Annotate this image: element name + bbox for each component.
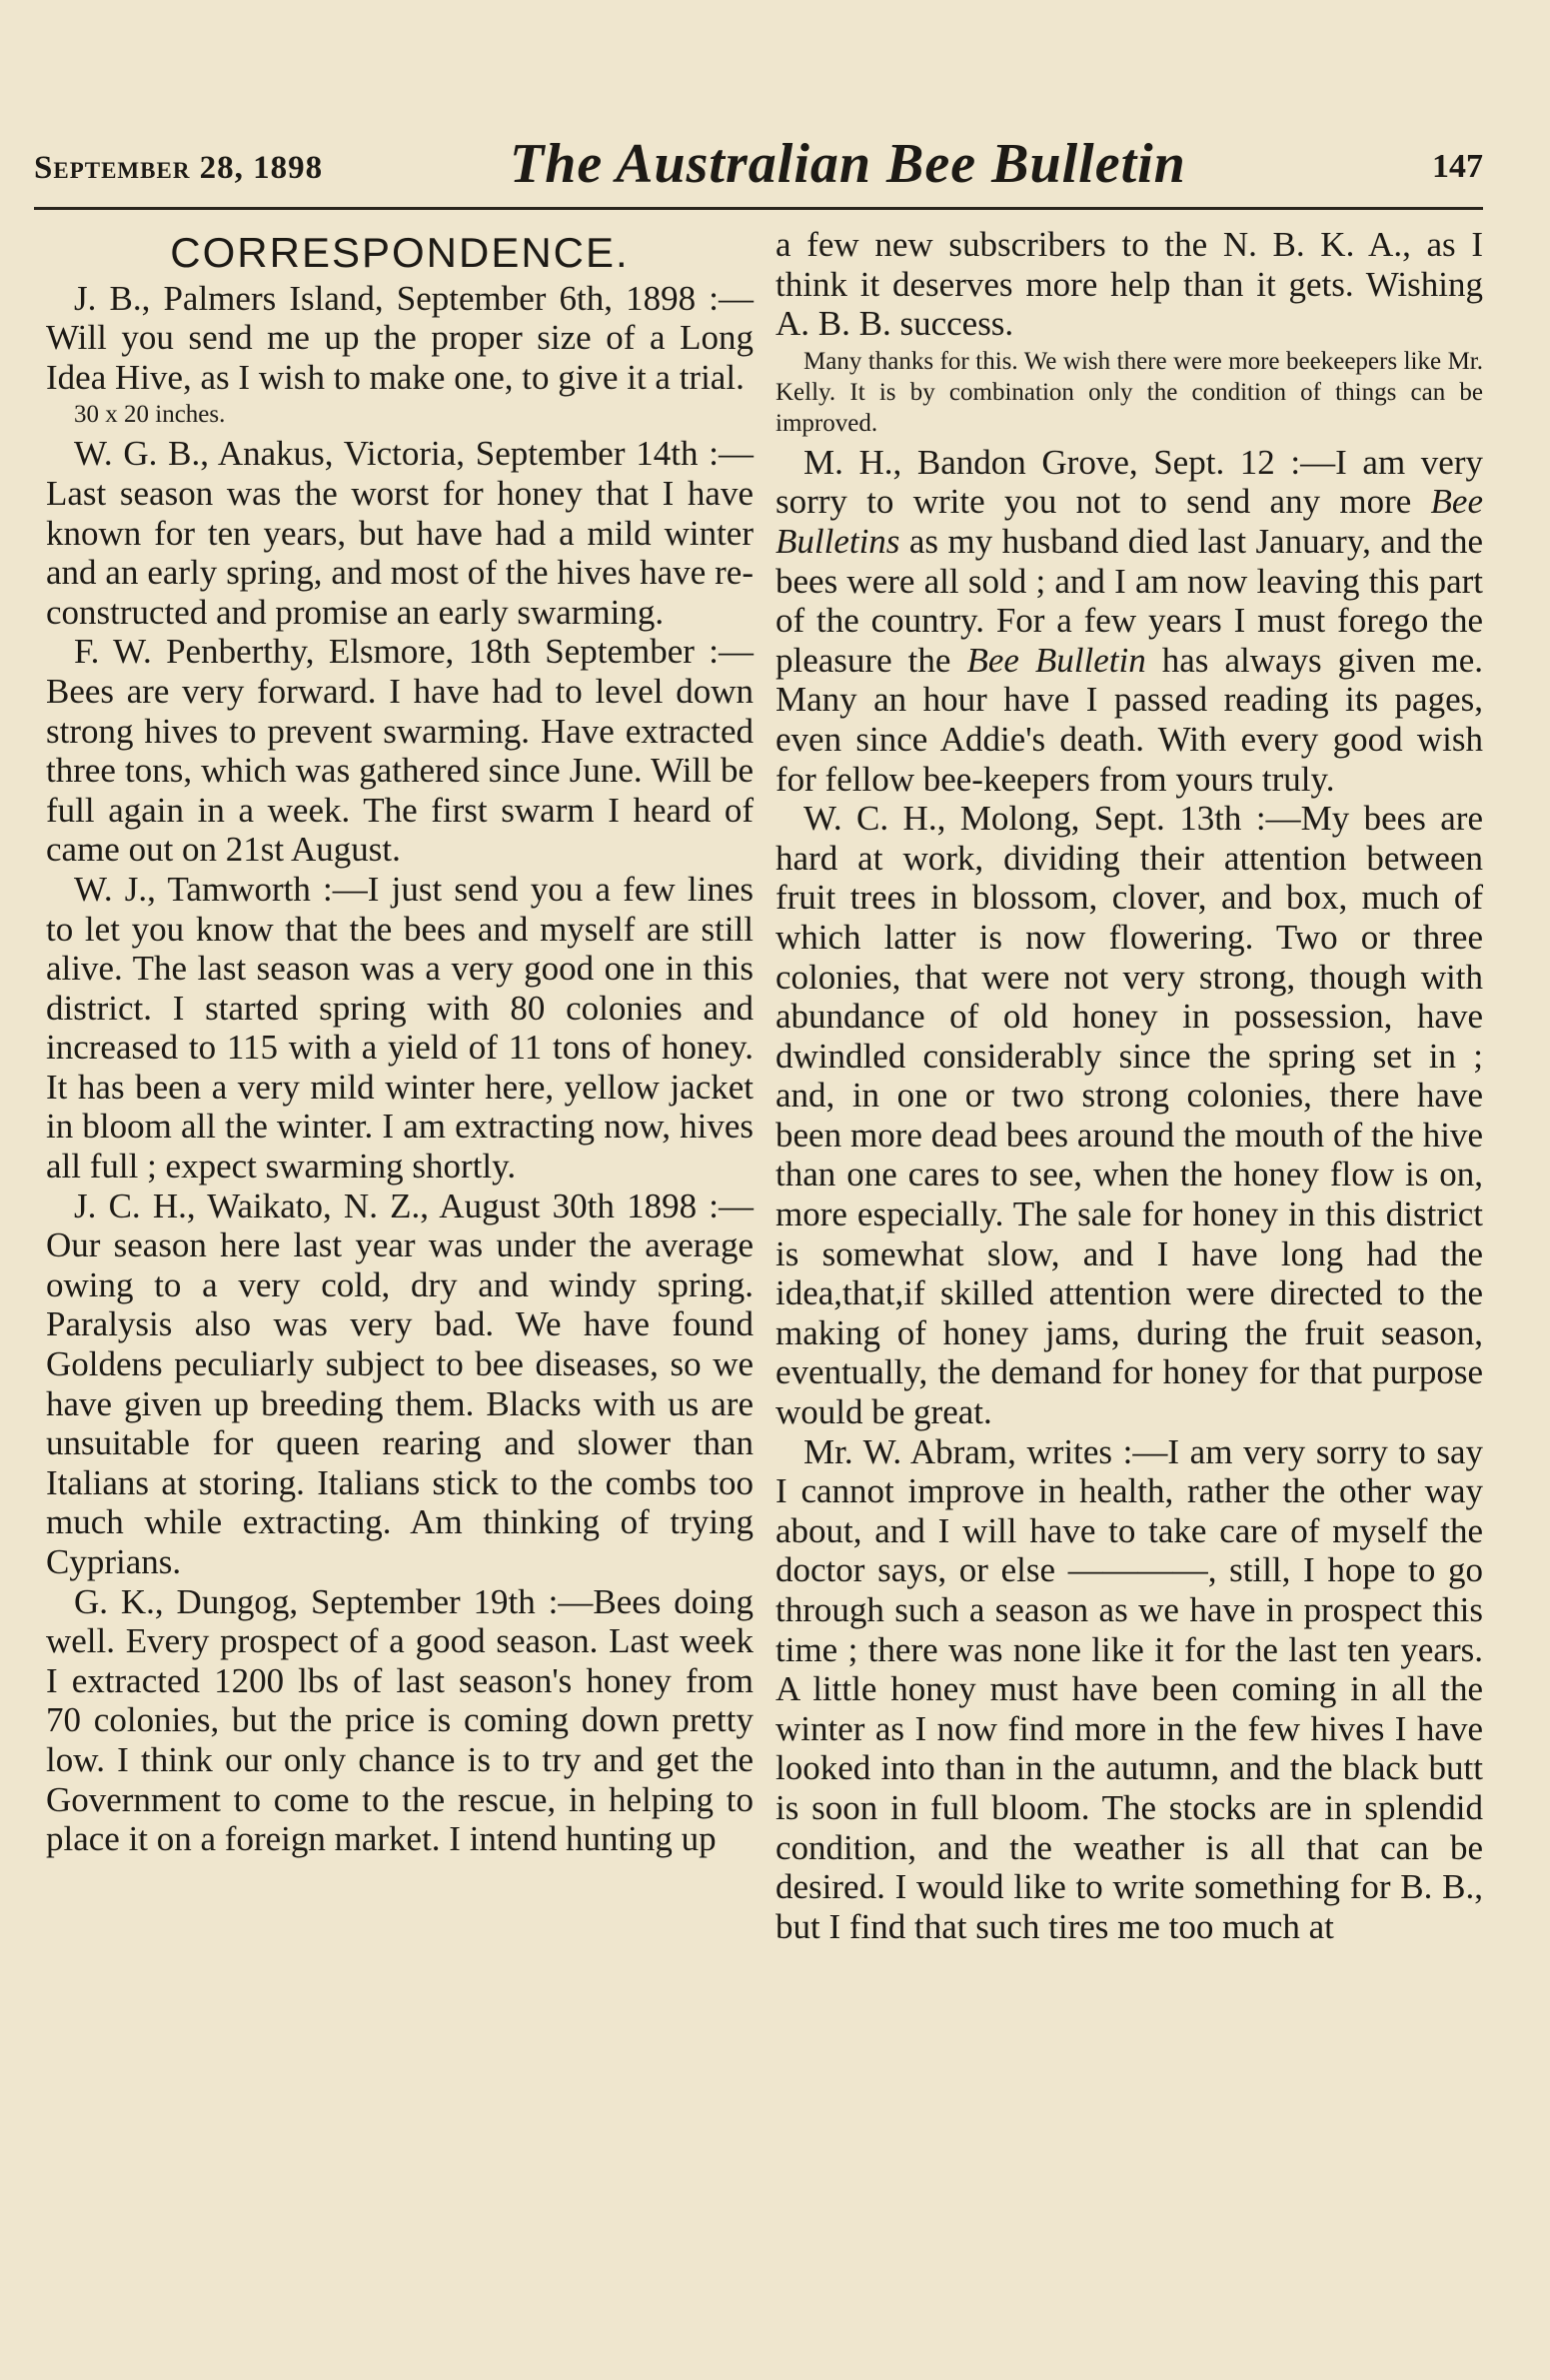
- letter-paragraph: W. C. H., Molong, Sept. 13th :—My bees are hard at work, dividing their attention between fruit trees in blossom, clover, and box, much of which latter is now flowering. Two or three colonies, that were not very strong, though with abundance of old honey in possession, have dwindled considerably since the spring set in ; and, in one or two strong colonies, there have been more dead bees around the mouth of the hive than one cares to see, when the honey flow is on, more especially. The sale for honey in this district is somewhat slow, and I have long had the idea,that,if skilled attention were directed to the making of honey jams, during the fruit season, eventually, the demand for honey for that purpose would be great.: [775, 799, 1483, 1432]
- letter-paragraph: J. B., Palmers Island, September 6th, 1898 :—Will you send me up the proper size of a Long Idea Hive, as I wish to make one, to give it a trial.: [46, 278, 754, 397]
- letter-paragraph: F. W. Penberthy, Elsmore, 18th September :—Bees are very forward. I have had to level down strong hives to prevent swarming. Have extracted three tons, which was gathered since June. Will be full again in a week. The first swarm I heard of came out on 21st August.: [46, 632, 754, 870]
- publication-title: The Australian Bee Bulletin: [510, 133, 1186, 195]
- italic-title: Bee Bulletins: [775, 482, 1483, 561]
- issue-date: September 28, 1898: [34, 150, 324, 186]
- letter-paragraph: Mr. W. Abram, writes :—I am very sorry to say I cannot improve in health, rather the other way about, and I will have to take care of myself the doctor says, or else ————, still, I hope to go through such a season as we have in prospect this time ; there was none like it for the last ten years. A little honey must have been coming in all the winter as I now find more in the few hives I have looked into than in the autumn, and the black butt is soon in full bloom. The stocks are in splendid condition, and the weather is all that can be desired. I would like to write something for B. B., but I find that such tires me too much at: [775, 1431, 1483, 1946]
- right-column: [775, 225, 1483, 1946]
- section-heading: CORRESPONDENCE.: [170, 229, 630, 276]
- letter-paragraph: G. K., Dungog, September 19th :—Bees doing well. Every prospect of a good season. Last week I extracted 1200 lbs of last season's honey from 70 colonies, but the price is coming down pretty low. I think our only chance is to try and get the Government to come to the rescue, in helping to place it on a foreign market. I intend hunting up: [46, 1581, 754, 1859]
- italic-title: Bee Bulletin: [966, 640, 1146, 680]
- editor-note: Many thanks for this. We wish there were more beekeepers like Mr. Kelly. It is by combination only the condition of things can be improved.: [775, 347, 1483, 437]
- header-rule: [34, 207, 1483, 210]
- letter-paragraph: W. G. B., Anakus, Victoria, September 14th :—Last season was the worst for honey that I have known for ten years, but have had a mild winter and an early spring, and most of the hives have re-constructed and promise an early swarming.: [46, 434, 754, 632]
- page-number: 147: [1432, 148, 1483, 185]
- editor-note: 30 x 20 inches.: [74, 401, 226, 429]
- text-run: as my husband died last January, and the bees were all sold ; and I am now leaving this part of the country. For a few years I must forego the pleasure the: [775, 521, 1483, 680]
- text-run: M. H., Bandon Grove, Sept. 12 :—I am very sorry to write you not to send any more: [775, 442, 1483, 522]
- letter-paragraph: [775, 443, 1483, 799]
- letter-paragraph: a few new subscribers to the N. B. K. A., as I think it deserves more help than it gets. Wishing A. B. B. success.: [775, 225, 1483, 344]
- page-header: [34, 133, 1483, 200]
- left-column: [46, 225, 754, 1859]
- letter-paragraph: W. J., Tamworth :—I just send you a few lines to let you know that the bees and myself are still alive. The last season was a very good one in this district. I started spring with 80 colonies and increased to 115 with a yield of 11 tons of honey. It has been a very mild winter here, yellow jacket in bloom all the winter. I am extracting now, hives all full ; expect swarming shortly.: [46, 869, 754, 1187]
- text-run: has always given me. Many an hour have I passed reading its pages, even since Addie's death. With every good wish for fellow bee-keepers from yours truly.: [775, 640, 1483, 799]
- letter-paragraph: J. C. H., Waikato, N. Z., August 30th 1898 :—Our season here last year was under the average owing to a very cold, dry and windy spring. Paralysis also was very bad. We have found Goldens peculiarly subject to bee diseases, so we have given up breeding them. Blacks with us are unsuitable for queen rearing and slower than Italians at storing. Italians stick to the combs too much while extracting. Am thinking of trying Cyprians.: [46, 1186, 754, 1581]
